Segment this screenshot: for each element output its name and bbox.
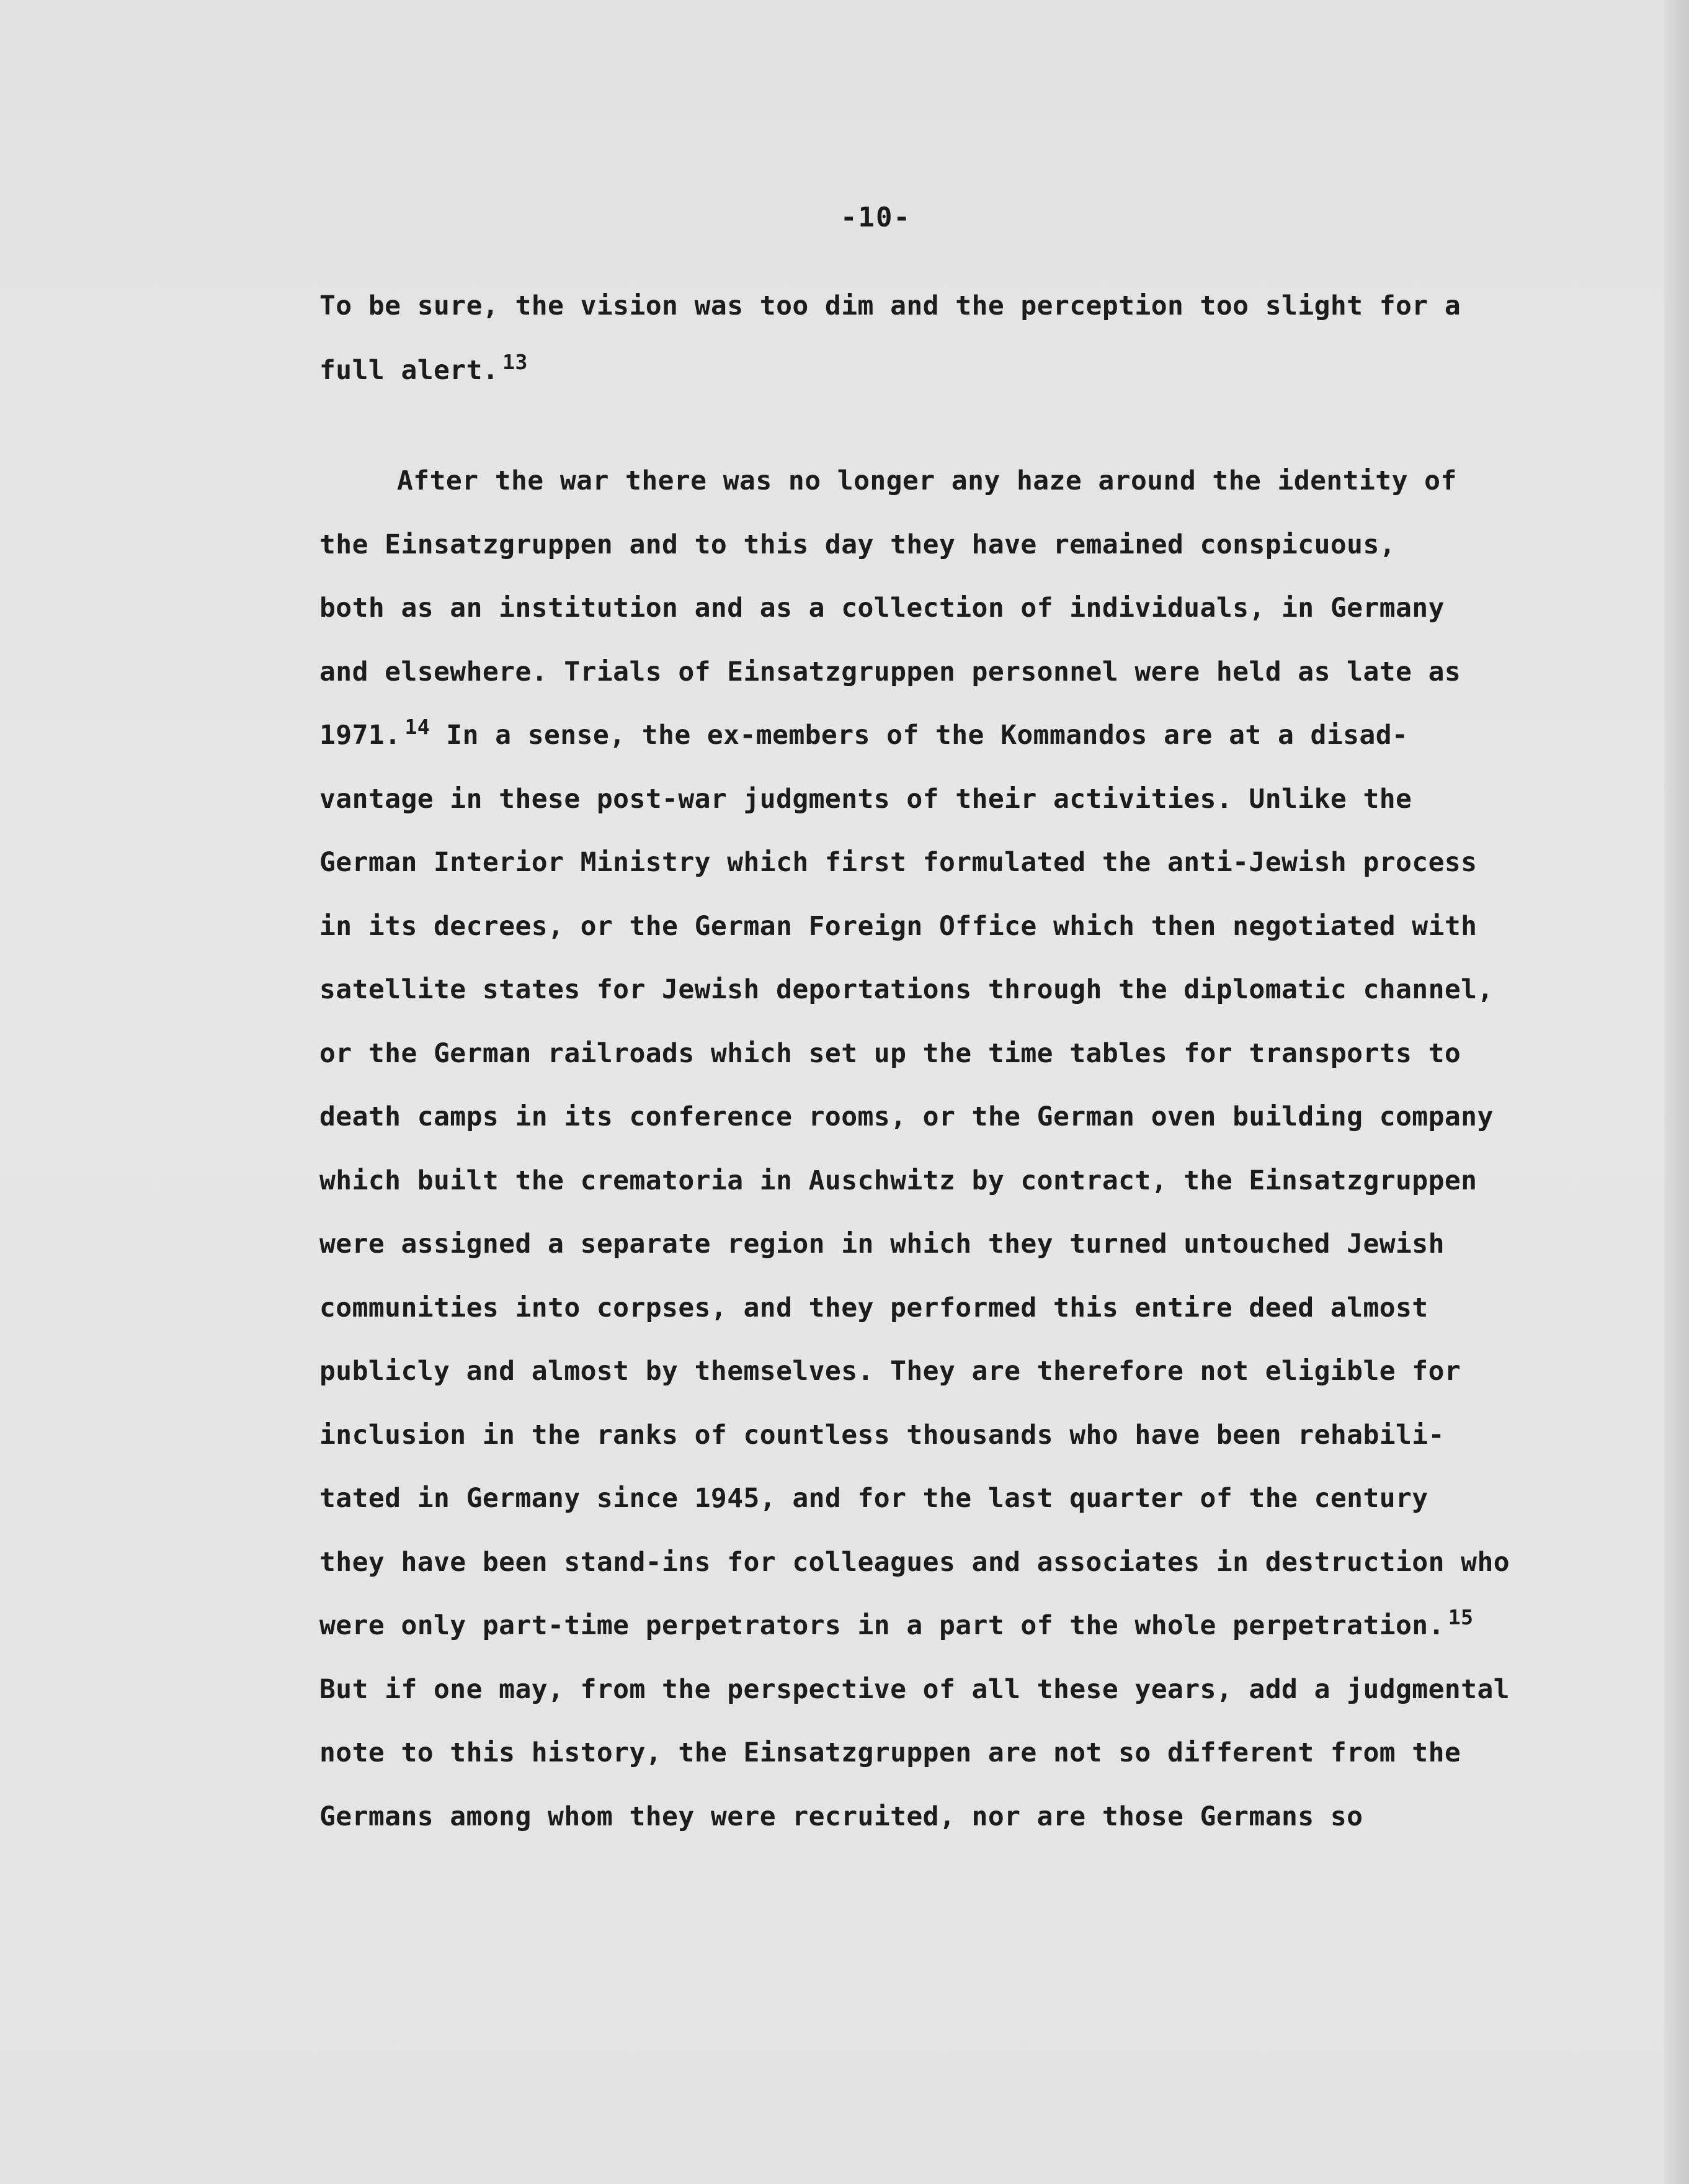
text-line-16: communities into corpses, and they performed this entire deed almost [319, 1292, 1428, 1323]
text-line-10: in its decrees, or the German Foreign Office which then negotiated with [319, 911, 1477, 942]
footnote-13: 13 [502, 350, 528, 374]
text-line-9: German Interior Ministry which first formulated the anti-Jewish process [319, 847, 1477, 878]
text-line-5: both as an institution and as a collection of individuals, in Germany [319, 593, 1445, 624]
footnote-14: 14 [404, 715, 430, 739]
page-number: -10- [840, 202, 911, 233]
text-line-2-body: full alert. [319, 355, 499, 386]
page-edge-shadow [1664, 0, 1689, 2184]
text-line-14: which built the crematoria in Auschwitz by contract, the Einsatzgruppen [319, 1165, 1477, 1196]
text-line-19: tated in Germany since 1945, and for the last quarter of the century [319, 1483, 1428, 1514]
text-line-13: death camps in its conference rooms, or the German oven building company [319, 1101, 1494, 1132]
text-line-18: inclusion in the ranks of countless thousands who have been rehabili- [319, 1420, 1445, 1451]
text-line-23: note to this history, the Einsatzgruppen are not so different from the [319, 1737, 1461, 1768]
text-line-20: they have been stand-ins for colleagues and associates in destruction who [319, 1547, 1510, 1578]
text-line-11: satellite states for Jewish deportations through the diplomatic channel, [319, 974, 1494, 1005]
text-line-3: After the war there was no longer any haze around the identity of [397, 465, 1457, 496]
text-line-7 [319, 715, 1409, 751]
footnote-15: 15 [1448, 1605, 1474, 1629]
text-line-15: were assigned a separate region in which they turned untouched Jewish [319, 1228, 1445, 1260]
text-line-8: vantage in these post-war judgments of their activities. Unlike the [319, 784, 1412, 815]
text-line-24: Germans among whom they were recruited, nor are those Germans so [319, 1801, 1363, 1832]
text-line-17: publicly and almost by themselves. They are therefore not eligible for [319, 1356, 1461, 1387]
text-line-6: and elsewhere. Trials of Einsatzgruppen personnel were held as late as [319, 656, 1461, 687]
text-line-4: the Einsatzgruppen and to this day they have remained conspicuous, [319, 529, 1396, 560]
text-line-21 [319, 1605, 1474, 1641]
text-line-22: But if one may, from the perspective of all these years, add a judgmental [319, 1674, 1510, 1705]
text-line-21-body: were only part-time perpetrators in a part of the whole perpetration. [319, 1610, 1445, 1641]
text-line-7-start: 1971. [319, 720, 401, 751]
text-line-12: or the German railroads which set up the time tables for transports to [319, 1038, 1461, 1069]
text-line-1: To be sure, the vision was too dim and the perception too slight for a [319, 290, 1461, 321]
text-line-7-rest: In a sense, the ex-members of the Kommandos are at a disad- [430, 720, 1409, 751]
text-line-2 [319, 350, 528, 386]
